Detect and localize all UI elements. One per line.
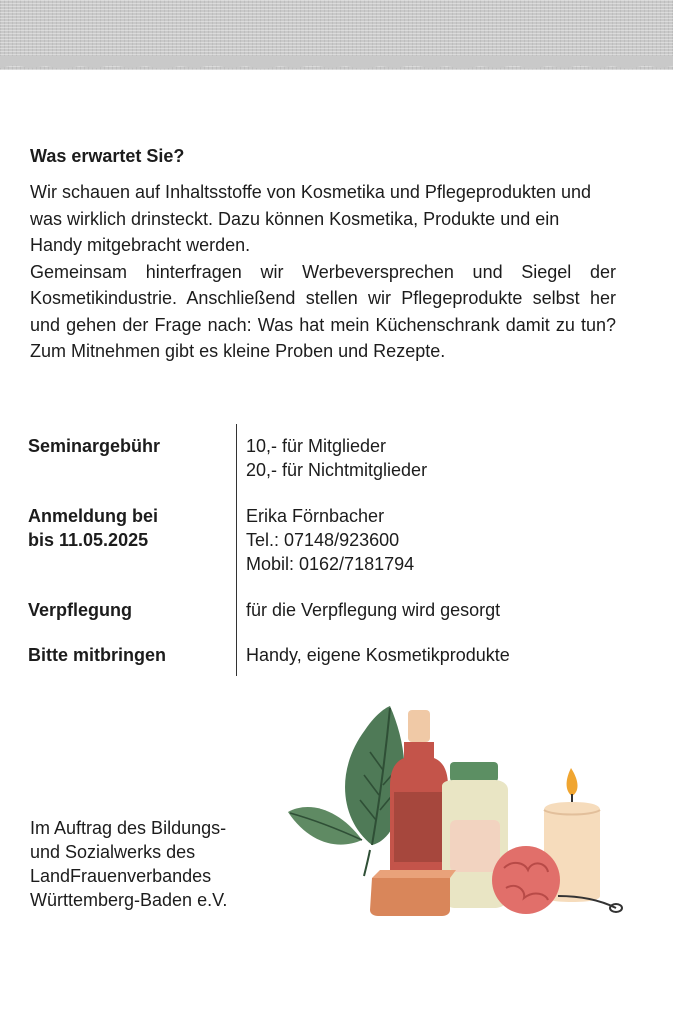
organizer-credit <box>30 816 227 912</box>
contact-name: Erika Förnbacher <box>246 506 385 526</box>
fee-nonmembers: 20,- für Nichtmitglieder <box>246 460 428 480</box>
header-torn-edge <box>0 56 673 74</box>
contact-details <box>246 504 646 576</box>
bring-label: Bitte mitbringen <box>28 645 166 665</box>
contact-mobile: Mobil: 0162/7181794 <box>246 554 415 574</box>
fee-values <box>246 434 646 482</box>
flame-icon <box>567 768 578 796</box>
registration-deadline: bis 11.05.2025 <box>28 530 149 550</box>
fee-label: Seminargebühr <box>28 436 161 456</box>
intro-paragraph-1: Wir schauen auf Inhaltsstoffe von Kosmetika und Pflegeprodukten und was wirklich drinsteckt. Dazu können Kosmetika, Produkte und ein Handy mitgebracht werden. <box>30 182 592 255</box>
intro-section <box>30 146 616 365</box>
organizer-line-1: Im Auftrag des Bildungs- <box>30 818 227 838</box>
bring-value: Handy, eigene Kosmetikprodukte <box>246 645 510 665</box>
bottle-cap-icon <box>408 710 430 742</box>
info-divider <box>236 424 237 676</box>
organizer-line-2: und Sozialwerks des <box>30 842 196 862</box>
cosmetics-illustration-icon <box>280 700 625 930</box>
contact-phone: Tel.: 07148/923600 <box>246 530 400 550</box>
jar-lid-icon <box>450 762 498 782</box>
intro-paragraph-2: Gemeinsam hinterfragen wir Werbeversprechen und Siegel der Kosmetikindustrie. Anschließend stellen wir Pflegeprodukte selbst her und gehen der Frage nach: Was hat mein Küchenschrank damit zu tun? Zum Mitnehmen gibt es kleine Proben und Rezepte. <box>30 261 616 361</box>
registration-labels <box>28 504 228 552</box>
soap-icon <box>370 878 450 916</box>
organizer-line-4: Württemberg-Baden e.V. <box>30 890 228 910</box>
fee-members: 10,- für Mitglieder <box>246 436 387 456</box>
catering-value: für die Verpflegung wird gesorgt <box>246 600 501 620</box>
organizer-line-3: LandFrauenverbandes <box>30 866 212 886</box>
intro-heading: Was erwartet Sie? <box>30 146 185 166</box>
registration-label: Anmeldung bei <box>28 506 158 526</box>
sponge-icon <box>492 846 560 914</box>
catering-label: Verpflegung <box>28 600 133 620</box>
